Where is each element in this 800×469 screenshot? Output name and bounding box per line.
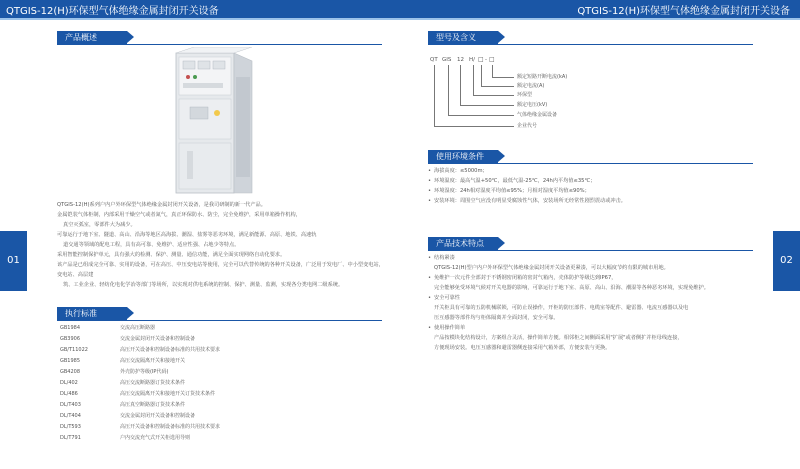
model-meaning-label: 额定电压(kV) [517,102,548,108]
list-item: • 环境湿度：24h相对湿度平均值≤95%；月相对湿度平均值≤90%； [428,188,590,194]
overview-paragraph: 可靠运行于地下室、隧道、高山、沿海等地区高海拔、潮湿、盐雾等恶劣环境，满足新能源、高原、地铁、高速轨 [57,232,317,238]
list-item: • 免维护一次元件全部封于不锈钢密闭箱的密封气箱内，壳体防护等级达到IP67， [428,275,617,281]
standard-code: GB/T11022 [60,347,88,353]
standard-name: 交流高压断路器 [120,325,156,331]
feature-text: 产品按模块化结构设计，方案组合灵活，操作简单方便。相邻柜之间侧面采用"扩展"或者侧扩并柜母线连接， [434,335,683,341]
model-code-part: - [485,57,487,63]
header-title-left: QTGIS-12(H)环保型气体绝缘金属封闭开关设备 [6,6,219,17]
overview-text [57,200,387,290]
section-rule [428,44,753,45]
model-code-part: QT [430,57,438,63]
section-heading-features: 产品技术特点 [428,237,498,250]
model-meaning-label: 额定电流(A) [517,83,545,89]
standards-table [60,324,360,464]
model-meaning-label: 气体绝缘金属设备 [517,112,558,118]
standard-name: 高压交流断路器订货技术条件 [120,380,186,386]
feature-text: QTGIS-12(H)型户内户外环保型气体绝缘金属封闭开关设备更紧凑，可以大幅度节约有限的城市用地。 [434,265,669,271]
list-item: • 安全可靠性 [428,295,460,301]
switchgear-cabinet-image [170,47,260,197]
model-meaning-label: 环保型 [517,92,533,98]
feature-text: 结构紧凑 [434,255,455,261]
list-item [428,303,768,313]
standard-code: GB4208 [60,369,81,375]
section-heading-model: 型号及含义 [428,31,498,44]
standard-name: 高压交流隔离开关和接地开关 [120,358,186,364]
list-item: • 结构紧凑 [428,255,455,261]
feature-text: 安全可靠性 [434,295,460,301]
feature-text: 使用操作简单 [434,325,466,331]
environment-item-text: 海拔高度：≤5000m； [434,168,488,174]
standard-name: 高压开关设备和控制设备标准的共用技术要求 [120,424,221,430]
standard-code: GB1985 [60,358,81,364]
environment-item-text: 环境温度：最高气温+50℃，最低气温-25℃，24h内平均值≤35℃； [434,178,596,184]
list-item [428,343,768,353]
model-meaning-label: 企业代号 [517,123,538,129]
standard-name: 高压真空断路器订货技术条件 [120,402,186,408]
list-item [428,263,768,273]
standard-name: 外壳防护等级(IP代码) [120,369,169,375]
page-number-left: 01 [0,231,27,291]
overview-paragraph: 筑、工业企业、轻纺化电化学冶等部门等场所，以实现对供电系统的控制、保护、测量、监测，实现各分类电网二级系统。 [63,282,344,288]
model-code-part: H/ [469,57,475,63]
overview-paragraph: 该产品是已组成完全可靠、实用的设备，可在高压、中压变电站等使用，完全可以代替传统的各种开关设备，广泛用于发电厂、中小型变电站，变电站、高层建 [57,262,384,278]
standard-code: DL/402 [60,380,78,386]
standard-name: 户内交流充气式开关柜选用导则 [120,435,191,441]
list-item: • 海拔高度：≤5000m； [428,168,488,174]
section-rule [428,250,753,251]
list-item [428,313,768,323]
list-item: • 使用操作简单 [428,325,466,331]
header-title-right: QTGIS-12(H)环保型气体绝缘金属封闭开关设备 [577,6,790,17]
feature-text: 压互感器等部件均与柜体隔离并全面封闭，安全可靠。 [434,315,559,321]
environment-list [428,166,758,206]
feature-text: 免维护一次元件全部封于不锈钢密闭箱的密封气箱内，壳体防护等级达到IP67， [434,275,617,281]
standard-code: DL/T593 [60,424,81,430]
standard-code: DL/T791 [60,435,81,441]
overview-paragraph: 采用智能控制保护单元，具有强大的检测、保护、测量、通信功能，满足全面实现网络自动化要求。 [57,252,286,258]
list-item: • 安装环境：周围空气应没有明显受腐蚀性气体，安装场所无经常性剧烈震动或冲击。 [428,198,626,204]
list-item [428,283,768,293]
model-code-diagram [428,50,628,145]
model-code-part: GIS [442,57,452,63]
standard-name: 高压开关设备和控制设备标准的共用技术要求 [120,347,221,353]
standard-code: DL/T404 [60,413,81,419]
overview-paragraph: 道交通等领域的配电工程，具有高可靠、免维护、适应性强、占地少等特点。 [63,242,240,248]
overview-paragraph: QTGIS-12(H)系列户内户外环保型气体绝缘金属封闭开关设备，是我司研制的新一代产品。 [57,202,266,208]
header-bar [0,0,800,18]
feature-text: 开关柜具有可靠的五防机械联锁，可防止误操作，开柜的防压部件、电缆室等配件、避雷器、电流互感器以及电 [434,305,689,311]
standard-code: DL/486 [60,391,78,397]
standard-code: GB1984 [60,325,81,331]
standard-code: GB3906 [60,336,81,342]
environment-item-text: 环境湿度：24h相对湿度平均值≤95%；月相对湿度平均值≤90%； [434,188,590,194]
model-meaning-label: 额定短路开断电流(kA) [517,74,568,80]
section-heading-overview: 产品概述 [57,31,127,44]
section-rule [57,44,382,45]
feature-text: 完全能够免受环境气候对开关电器的影响，可靠运行于地下室、高原、高山、沿海、潮湿等各种恶劣环境，实现免维护。 [434,285,709,291]
environment-item-text: 安装环境：周围空气应没有明显受腐蚀性气体，安装场所无经常性剧烈震动或冲击。 [434,198,626,204]
list-item [428,333,768,343]
page-number-right: 02 [773,231,800,291]
overview-paragraph: 真空灭弧室，零部件大为减少。 [63,222,136,228]
model-code-part: □ [489,56,495,63]
header-underline [0,18,800,20]
feature-text: 方便现场安装。电压互感器和避雷器侧连接采用气箱外部，方便安装与更换。 [434,345,611,351]
standard-code: DL/T403 [60,402,81,408]
standard-name: 高压交流隔离开关和接地开关订货技术条件 [120,391,216,397]
section-rule [57,320,382,321]
standard-name: 交流金属封闭开关设备和控制设备 [120,336,196,342]
list-item: • 环境温度：最高气温+50℃，最低气温-25℃，24h内平均值≤35℃； [428,178,596,184]
features-list [428,253,768,353]
model-code-part: 12 [457,57,464,63]
section-heading-standards: 执行标准 [57,307,127,320]
section-rule [428,163,753,164]
model-code-part: □ [478,56,484,63]
section-heading-environment: 使用环境条件 [428,150,498,163]
overview-paragraph: 金属铠装气体柜制，内部采用干燥空气或者氮气，真正环保防水、防尘，完全免维护，采用单箱操作机构， [57,212,301,218]
standard-name: 交流金属封闭开关设备和控制设备 [120,413,196,419]
